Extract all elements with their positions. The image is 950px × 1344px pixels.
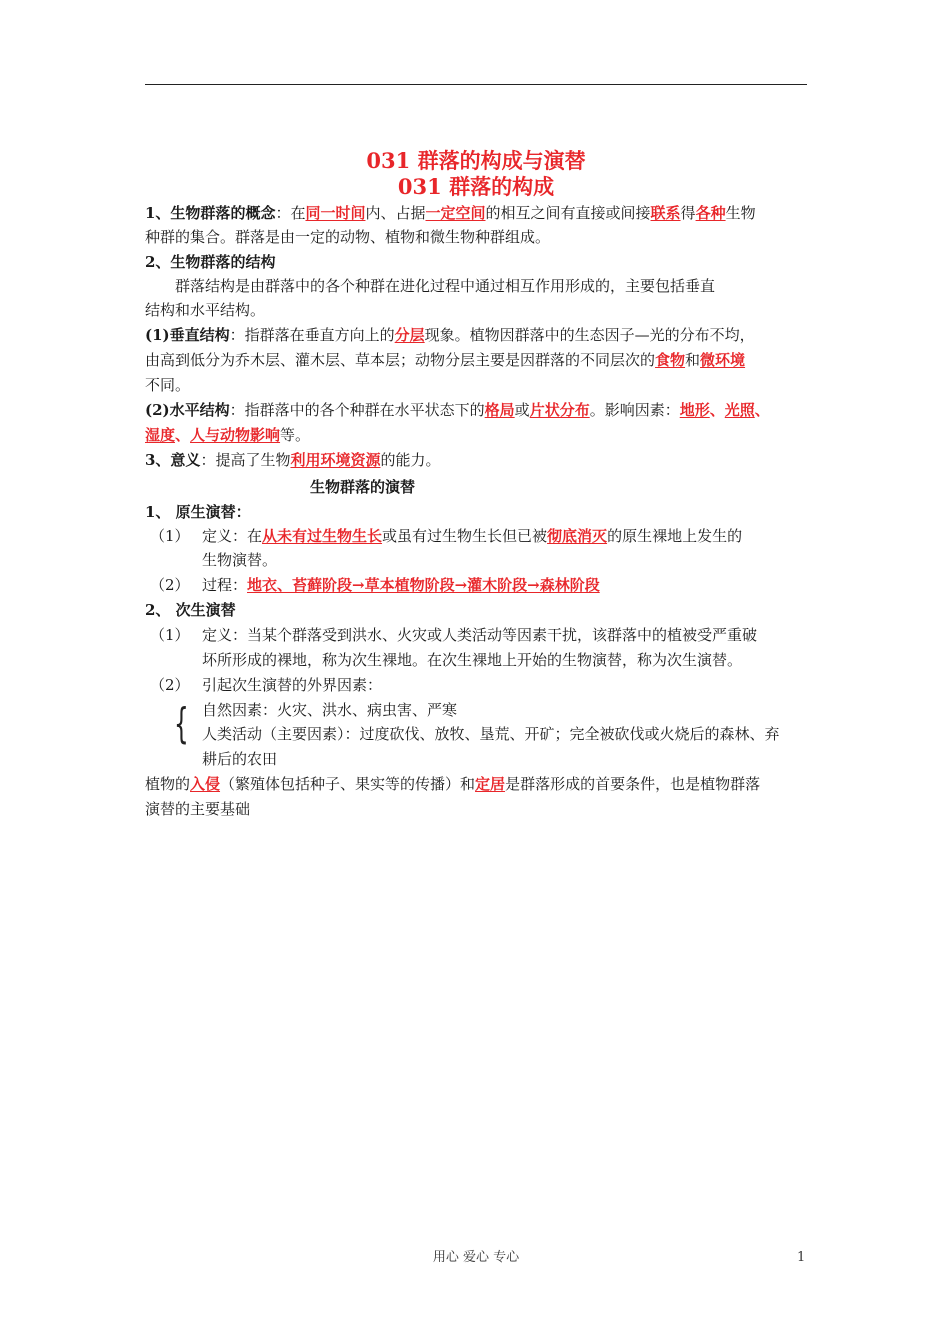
vertical-line-1: (1)垂直结构：指群落在垂直方向上的分层现象。植物因群落中的生态因子—光的分布不均， xyxy=(145,326,755,344)
list-number: （1） xyxy=(150,626,190,644)
human-factors-line-2: 耕后的农田 xyxy=(202,750,278,768)
page-footer: 用心 爱心 专心 xyxy=(432,1250,520,1265)
vertical-line-3: 不同。 xyxy=(145,376,191,394)
meaning-line: 3、意义：提高了生物利用环境资源的能力。 xyxy=(145,451,441,469)
keyword: 人与动物影响 xyxy=(190,426,281,444)
horizontal-label: (2)水平结构 xyxy=(145,401,230,419)
page-title: 031 群落的构成与演替 xyxy=(366,148,586,173)
keyword: 利用环境资源 xyxy=(290,451,381,469)
keyword: 分层 xyxy=(394,326,425,344)
vertical-line-2: 由高到低分为乔木层、灌木层、草本层；动物分层主要是因群落的不同层次的食物和微环境 xyxy=(145,351,746,369)
vertical-label: (1)垂直结构 xyxy=(145,326,230,344)
concept-label: 1、生物群落的概念 xyxy=(145,204,276,222)
keyword: 湿度 xyxy=(145,426,176,444)
closing-line-2: 演替的主要基础 xyxy=(145,800,251,818)
keyword: 光照 xyxy=(724,401,755,419)
secondary-heading: 2、 次生演替 xyxy=(145,601,236,619)
secondary-def-line-1: 定义：当某个群落受到洪水、火灾或人类活动等因素干扰，该群落中的植被受严重破 xyxy=(202,626,758,644)
concept-line-2: 种群的集合。群落是由一定的动物、植物和微生物种群组成。 xyxy=(145,228,551,246)
keyword: 微环境 xyxy=(700,351,746,369)
human-factors-line-1: 人类活动（主要因素）：过度砍伐、放牧、垦荒、开矿；完全被砍伐或火烧后的森林、弃 xyxy=(202,725,780,743)
header-rule xyxy=(145,84,807,85)
primary-process: 过程：地衣、苔藓阶段→草本植物阶段→灌木阶段→森林阶段 xyxy=(202,576,600,594)
succession-title: 生物群落的演替 xyxy=(310,478,416,496)
keyword: 一定空间 xyxy=(425,204,486,222)
list-number: （1） xyxy=(150,527,190,545)
structure-heading: 2、生物群落的结构 xyxy=(145,253,276,271)
keyword: 入侵 xyxy=(190,775,221,793)
horizontal-line-1: (2)水平结构：指群落中的各个种群在水平状态下的格局或片状分布。影响因素：地形、光照、 xyxy=(145,401,770,419)
keyword: 地衣、苔藓阶段→草本植物阶段→灌木阶段→森林阶段 xyxy=(247,576,600,594)
keyword: 从未有过生物生长 xyxy=(262,527,383,545)
meaning-label: 3、意义 xyxy=(145,451,201,469)
keyword: 同一时间 xyxy=(305,204,366,222)
primary-def-line-2: 生物演替。 xyxy=(202,551,278,569)
list-number: （2） xyxy=(150,676,190,694)
concept-line-1: 1、生物群落的概念：在同一时间内、占据一定空间的相互之间有直接或间接联系得各种生物 xyxy=(145,204,756,222)
keyword: 定居 xyxy=(475,775,506,793)
horizontal-line-2: 湿度、人与动物影响等。 xyxy=(145,426,311,444)
list-number: （2） xyxy=(150,576,190,594)
keyword: 食物 xyxy=(655,351,686,369)
primary-def-line-1: 定义：在从未有过生物生长或虽有过生物生长但已被彻底消灭的原生裸地上发生的 xyxy=(202,527,743,545)
structure-line-1: 群落结构是由群落中的各个种群在进化过程中通过相互作用形成的，主要包括垂直 xyxy=(175,277,716,295)
secondary-factors: 引起次生演替的外界因素： xyxy=(202,676,383,694)
keyword: 彻底消灭 xyxy=(547,527,608,545)
brace-symbol: { xyxy=(174,699,189,748)
keyword: 地形 xyxy=(679,401,710,419)
keyword: 片状分布 xyxy=(529,401,590,419)
keyword: 格局 xyxy=(484,401,515,419)
page-subtitle: 031 群落的构成 xyxy=(397,174,555,199)
page-number: 1 xyxy=(797,1250,806,1265)
secondary-def-line-2: 坏所形成的裸地，称为次生裸地。在次生裸地上开始的生物演替，称为次生演替。 xyxy=(202,651,743,669)
structure-line-2: 结构和水平结构。 xyxy=(145,301,266,319)
natural-factors: 自然因素：火灾、洪水、病虫害、严寒 xyxy=(202,701,458,719)
closing-line-1: 植物的入侵（繁殖体包括种子、果实等的传播）和定居是群落形成的首要条件，也是植物群落 xyxy=(145,775,761,793)
keyword: 联系 xyxy=(650,204,681,222)
keyword: 各种 xyxy=(695,204,726,222)
primary-heading: 1、 原生演替： xyxy=(145,503,251,521)
